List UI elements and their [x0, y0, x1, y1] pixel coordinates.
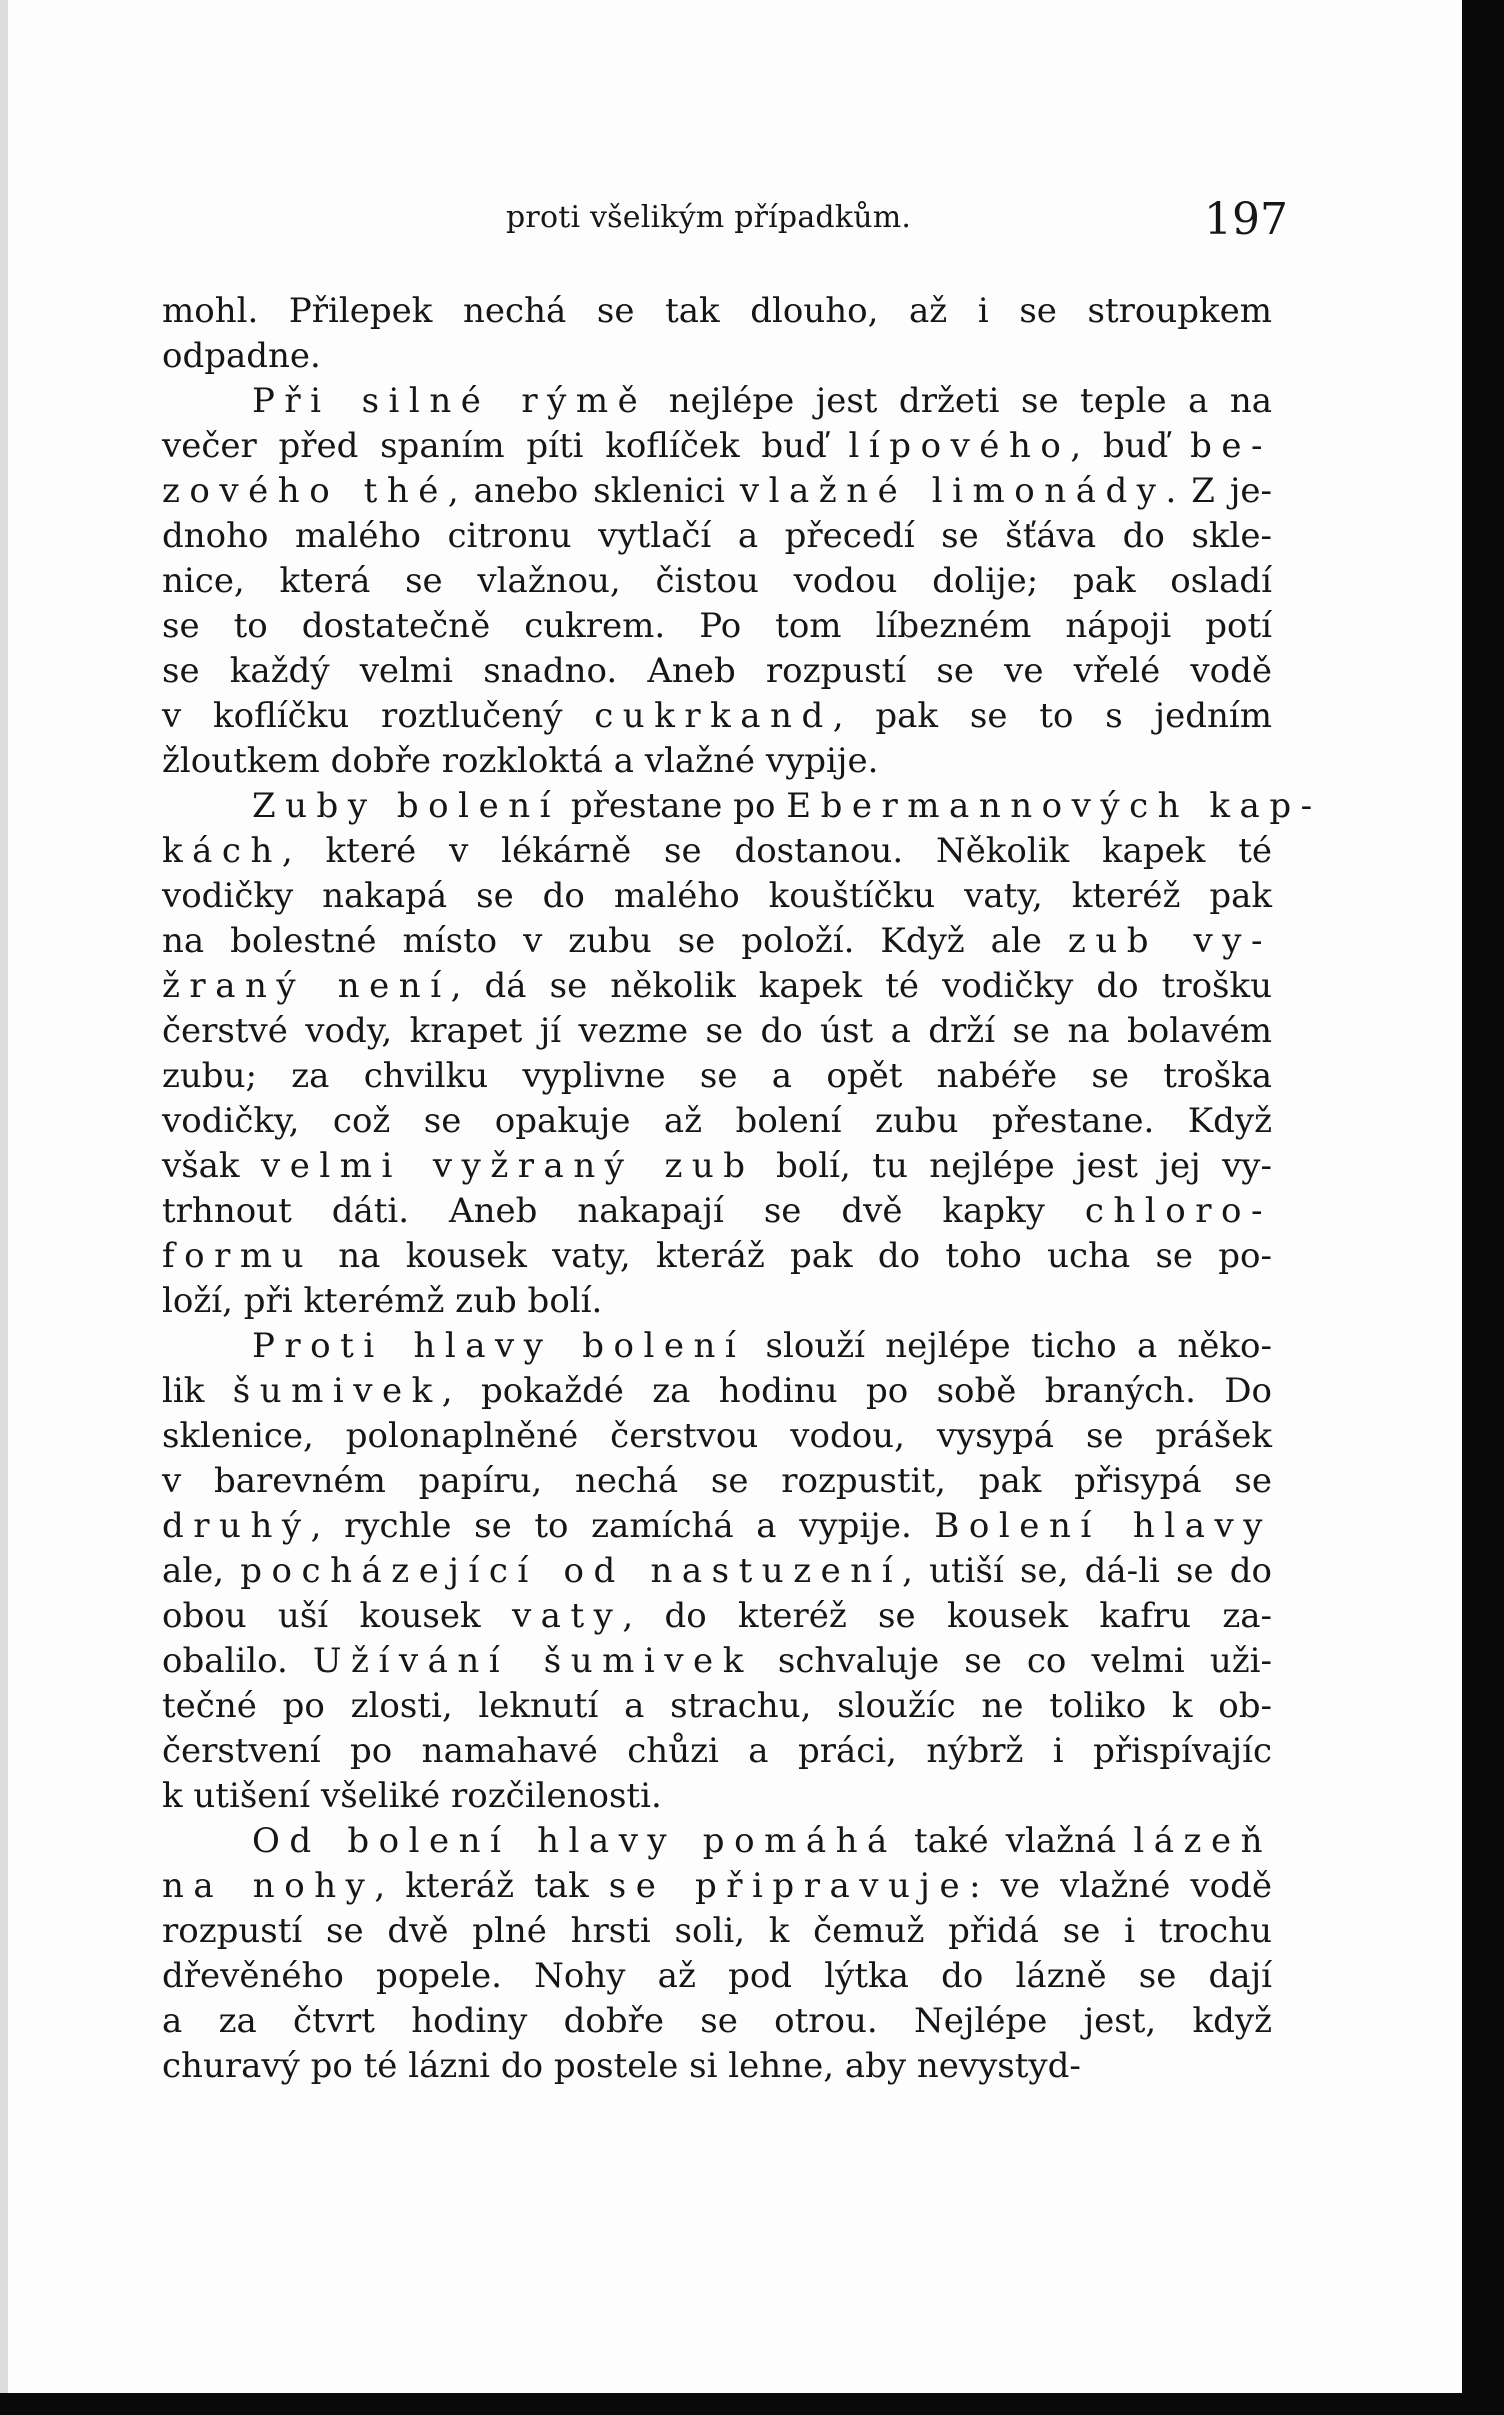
text-line	[162, 2044, 1272, 2089]
text-run: slouží nejlépe ticho a něko-	[745, 1326, 1272, 1366]
text-run: čerstvení po namahavé chůzi a práci, nýbrž i přispívajíc	[162, 1731, 1272, 1771]
text-run: dřevěného popele. Nohy až pod lýtka do lázně se dají	[162, 1956, 1272, 1996]
spaced-emphasis: druhý	[162, 1506, 311, 1546]
spaced-emphasis: cukrkand	[594, 696, 833, 736]
spaced-emphasis: šumivek	[232, 1371, 442, 1411]
text-line	[162, 1009, 1272, 1054]
text-line	[162, 1684, 1272, 1729]
text-line	[162, 289, 1272, 334]
paragraph	[162, 289, 1272, 379]
text-line	[162, 1504, 1272, 1549]
text-run: , rychle se to zamíchá a vypije.	[310, 1506, 935, 1546]
text-line	[162, 829, 1272, 874]
text-run: v koflíčku roztlučený	[162, 696, 595, 736]
text-run: . Z je-	[1165, 471, 1272, 511]
paragraph	[162, 379, 1272, 784]
spaced-emphasis: Ebermannových kap-	[786, 786, 1322, 826]
text-line	[162, 559, 1272, 604]
text-run: rozpustí se dvě plné hrsti soli, k čemuž přidá se i trochu	[162, 1911, 1272, 1951]
text-line	[162, 1594, 1272, 1639]
text-run: mohl. Přilepek nechá se tak dlouho, až i se stroupkem	[162, 291, 1272, 331]
text-run: : ve vlažné vodě	[969, 1866, 1272, 1906]
spaced-emphasis: lázeň	[1133, 1821, 1273, 1861]
spaced-emphasis: lípového	[848, 426, 1071, 466]
spaced-emphasis: Od bolení hlavy pomáhá	[252, 1821, 897, 1861]
spaced-emphasis: pocházející od nastuzení	[240, 1551, 903, 1591]
text-run: v barevném papíru, nechá se rozpustit, pak přisypá se	[162, 1461, 1272, 1501]
text-run: schvaluje se co velmi uži-	[752, 1641, 1272, 1681]
body-text	[162, 289, 1322, 2089]
text-run: na bolestné místo v zubu se položí. Když ale	[162, 921, 1068, 961]
text-line	[162, 1234, 1272, 1279]
text-line	[162, 1909, 1272, 1954]
spaced-emphasis: chloro-	[1084, 1191, 1272, 1231]
text-line	[162, 1324, 1272, 1369]
running-head-title: proti všelikým případkům.	[506, 200, 912, 235]
text-run: , anebo sklenici	[447, 471, 740, 511]
text-run: večer před spaním píti koflíček buď	[162, 426, 849, 466]
text-run: , které v lékárně se dostanou. Několik kapek té	[281, 831, 1272, 871]
paragraph	[162, 784, 1322, 1324]
text-run: sklenice, polonaplněné čerstvou vodou, vysypá se prášek	[162, 1416, 1272, 1456]
text-run: zubu; za chvilku vyplivne se a opět nabéře se troška	[162, 1056, 1272, 1096]
spaced-emphasis: se připravuje	[608, 1866, 970, 1906]
text-line	[162, 1054, 1272, 1099]
text-line	[162, 514, 1272, 559]
text-line	[162, 1954, 1272, 1999]
text-run: , kteráž tak	[374, 1866, 609, 1906]
text-run: loží, při kterémž zub bolí.	[162, 1281, 603, 1321]
text-run: přestane po	[560, 786, 787, 826]
text-run: se každý velmi snadno. Aneb rozpustí se ve vřelé vodě	[162, 651, 1272, 691]
text-run: však	[162, 1146, 261, 1186]
text-run: lik	[162, 1371, 233, 1411]
text-line	[162, 919, 1272, 964]
paragraph	[162, 1819, 1272, 2089]
text-run: žloutkem dobře rozkloktá a vlažné vypije.	[162, 741, 879, 781]
text-line	[162, 379, 1272, 424]
paragraph	[162, 1324, 1272, 1819]
text-line	[162, 1279, 1272, 1324]
text-run: obalilo.	[162, 1641, 313, 1681]
spaced-emphasis: be-	[1190, 426, 1272, 466]
text-line	[162, 1144, 1272, 1189]
spaced-emphasis: velmi vyžraný zub	[260, 1146, 755, 1186]
spaced-emphasis: žraný není	[162, 966, 451, 1006]
spaced-emphasis: vlažné limonády	[739, 471, 1166, 511]
text-run: vodičky, což se opakuje až bolení zubu přestane. Když	[162, 1101, 1272, 1141]
spaced-emphasis: zového thé	[162, 471, 448, 511]
spaced-emphasis: Zuby bolení	[252, 786, 561, 826]
spaced-emphasis: vaty	[511, 1596, 623, 1636]
text-run: ale,	[162, 1551, 241, 1591]
text-line	[162, 469, 1272, 514]
text-run: vodičky nakapá se do malého kouštíčku vaty, kteréž pak	[162, 876, 1272, 916]
text-run: také vlažná	[896, 1821, 1134, 1861]
text-run: čerstvé vody, krapet jí vezme se do úst a drží se na bolavém	[162, 1011, 1272, 1051]
text-run: , pokaždé za hodinu po sobě braných. Do	[441, 1371, 1272, 1411]
text-line	[162, 739, 1272, 784]
spaced-emphasis: formu	[162, 1236, 314, 1276]
text-run: , buď	[1070, 426, 1191, 466]
spaced-emphasis: Bolení hlavy	[934, 1506, 1272, 1546]
text-run: nejlépe jest držeti se teple a na	[647, 381, 1272, 421]
spaced-emphasis: zub vy-	[1067, 921, 1272, 961]
text-run: churavý po té lázni do postele si lehne, aby nevystyd-	[162, 2046, 1081, 2086]
text-line	[162, 1729, 1272, 1774]
text-run: na kousek vaty, kteráž pak do toho ucha se po-	[313, 1236, 1272, 1276]
text-run: , dá se několik kapek té vodičky do trošku	[450, 966, 1273, 1006]
text-line	[162, 1864, 1272, 1909]
text-line	[162, 964, 1272, 1009]
text-run: obou uší kousek	[162, 1596, 512, 1636]
text-line	[162, 1819, 1272, 1864]
text-line	[162, 334, 1272, 379]
text-run: nice, která se vlažnou, čistou vodou dolije; pak osladí	[162, 561, 1272, 601]
text-line	[162, 784, 1322, 829]
text-run: odpadne.	[162, 336, 321, 376]
text-run: a za čtvrt hodiny dobře se otrou. Nejlépe jest, když	[162, 2001, 1272, 2041]
scan-bottom-border	[0, 2393, 1504, 2415]
page-number: 197	[1204, 194, 1288, 245]
scan-left-edge	[0, 0, 8, 2415]
text-line	[162, 1189, 1272, 1234]
text-line	[162, 694, 1272, 739]
text-line	[162, 1099, 1272, 1144]
text-line	[162, 1774, 1272, 1819]
text-run: dnoho malého citronu vytlačí a přecedí se šťáva do skle-	[162, 516, 1272, 556]
text-run: , do kteréž se kousek kafru za-	[622, 1596, 1272, 1636]
text-line	[162, 1549, 1272, 1594]
text-line	[162, 1639, 1272, 1684]
text-line	[162, 649, 1272, 694]
text-line	[162, 874, 1272, 919]
spaced-emphasis: kách	[162, 831, 282, 871]
spaced-emphasis: na nohy	[162, 1866, 375, 1906]
text-line	[162, 1369, 1272, 1414]
text-run: bolí, tu nejlépe jest jej vy-	[754, 1146, 1272, 1186]
text-line	[162, 424, 1272, 469]
text-line	[162, 1459, 1272, 1504]
spaced-emphasis: Proti hlavy bolení	[252, 1326, 746, 1366]
text-run: se to dostatečně cukrem. Po tom líbezném nápoji potí	[162, 606, 1272, 646]
text-line	[162, 1414, 1272, 1459]
text-line	[162, 604, 1272, 649]
text-run: k utišení všeliké rozčilenosti.	[162, 1776, 662, 1816]
text-run: tečné po zlosti, leknutí a strachu, sloužíc ne toliko k ob-	[162, 1686, 1272, 1726]
spaced-emphasis: Užívání šumivek	[312, 1641, 753, 1681]
text-run: , pak se to s jedním	[832, 696, 1272, 736]
scan-right-border	[1462, 0, 1504, 2415]
text-run: , utiší se, dá-li se do	[902, 1551, 1272, 1591]
spaced-emphasis: Při silné rýmě	[252, 381, 648, 421]
text-line	[162, 1999, 1272, 2044]
text-run: trhnout dáti. Aneb nakapají se dvě kapky	[162, 1191, 1085, 1231]
